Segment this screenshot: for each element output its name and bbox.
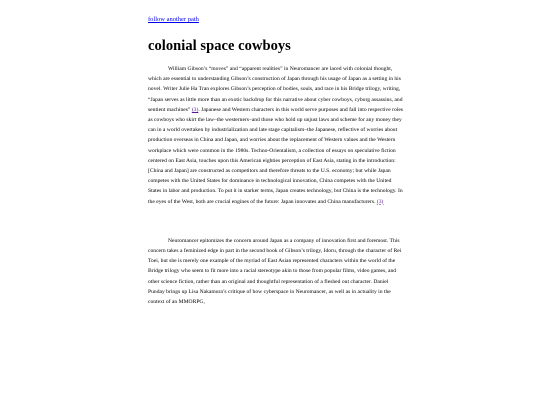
citation-link[interactable]: (3): [191, 106, 199, 113]
article-page: [148, 8, 404, 307]
paragraph-2-text: Neuromancer epitomizes the concern around Japan as a company of innovation first and foremost. This concern takes a feminized edge in part in the second book of Gibson’s trilogy, Idoru, through the character of Rei Toei, but she is merely one example of the myriad of East Asian represented characters within the world of the Bridge trilogy who seem to fit more into a racial stereotype akin to those from popular films, video games, and other science fiction, rather than an original and thoughtful representation of a fleshed out character. Daniel Punday brings up Lisa Nakamura’s critique of how cyberspace in Neuromancer, as well as in actuality in the context of an MMORPG,: [148, 237, 402, 306]
article-paragraph-1: [148, 64, 404, 207]
paragraph-1-text-a: William Gibson’s “moves” and “apparent realities” in Neuromancer are laced with colonial thought, which are essential to understanding Gibson’s construction of Japan through his usage of Japan as a setting in his novel. Writer Julie Ha Tran explores Gibson’s perception of bodies, souls, and race in his Bridge trilogy, writing, “Japan serves as little more than an exotic backdrop for this narrative about cyber cowboys, cyborg assassins, and sentient machines”: [148, 66, 403, 113]
citation-link[interactable]: (3): [376, 198, 384, 205]
paragraph-1-text-b: . Japanese and Western characters in this world serve purposes and fall into respective roles as cowboys who skirt the law–the westerners–and those who hold up unjust laws and scheme for any money they can in a world overtaken by industrialization and late stage capitalism–the Japanese, reflective of worries about production overseas in China and Japan, and worries about the replacement of Western values and the Western workplace which were common in the 1980s. Techno-Orientalism, a collection of essays on speculative fiction centered on East Asia, touches upon this American eighties perception of East Asia, stating in the introduction: [China and Japan] are constructed as competitors and therefore threats to the U.S. economy; but while Japan competes with the United States for dominance in technological innovation, China competes with the United States in labor and production. To put it in starker terms, Japan creates technology, but China is the technology. In the eyes of the West, both are crucial engines of the future: Japan innovates and China manufacturers.: [148, 106, 403, 205]
page-title: colonial space cowboys: [148, 38, 291, 54]
paragraph-spacer: [148, 207, 404, 236]
follow-another-path-link[interactable]: follow another path: [148, 16, 199, 23]
article-paragraph-2: [148, 236, 404, 307]
